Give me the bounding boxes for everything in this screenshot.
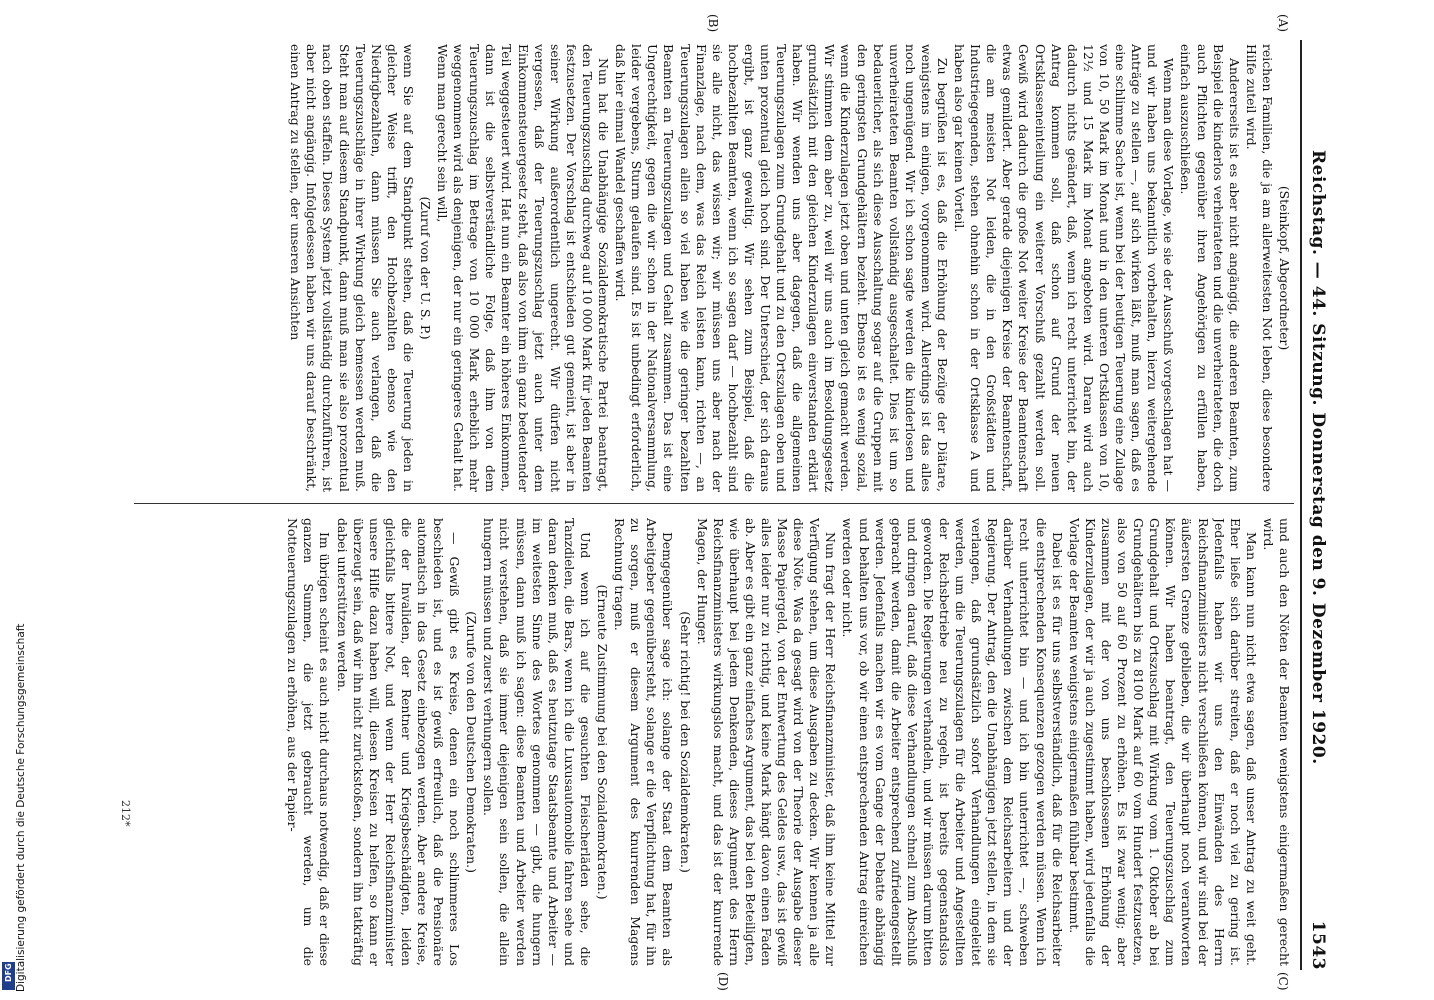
- paragraph: Dabei ist es für uns selbstverständlich, daß für die Reichsarbeiter die entsprechenden Konsequenzen gezogen werden müssen. Wenn ich recht unterrichtet bin — und ich bin unterrichtet —, schweben darüber Verhandlungen zwischen dem Reichsarbeitern und der Regierung. Der Antrag, den die Unabhängigen jetzt stellen, in dem sie verlangen, daß grundsätzlich sofort Verhandlungen eingeleitet werden, um die Teuerungszulagen für die Arbeiter und Angestellten der Reichsbetriebe neu zu regeln, ist bereits gegenstandslos geworden. Die Regierungen verhandeln, und wir müssen darum bitten und dringen darauf, daß diese Verhandlungen schnell zum Abschluß gebracht werden, damit die Arbeiter entsprechend zufriedengestellt werden. Jedenfalls machen wir es vom Gange der Debatte abhängig und behalten uns vor, ob wir einen entsprechenden Antrag einreichen werden oder nicht.: [840, 518, 1065, 966]
- paragraph: reichen Familien, die ja am allerweitesten Not leben, diese besondere Hilfe zuteil wird.: [1243, 44, 1275, 492]
- paragraph: Wenn man diese Vorlage, wie sie der Ausschuß vorgeschlagen hat — und wir haben uns bekanntlich vorbehalten, hierzu weitergehende Anträge zu stellen —, auf sich wirken läßt, muß man sagen, daß es eine schlimme Sache ist, wenn bei der heutigen Teuerung eine Zulage von 10, 50 Mark im Monat und in den unteren Ortsklassen von 10, 12½ und 15 Mark im Monat angeboten wird. Daran wird auch dadurch nichts geändert, daß, wenn ich recht unterrichtet bin, der Antrag kommen soll, daß schon auf Grund der neuen Ortsklasseneinteilung ein weiterer Vorschuß gezahlt werden soll. Gewiß wird dadurch die große Not weiter Kreise der Beamtenschaft etwas gemildert. Aber gerade diejenigen Kreise der Beamtenschaft, die am meisten Not leiden, die in den Großstädten und Industriegegenden, stehen ohnehin schon in der Ortsklasse A und haben also gar keinen Vorteil.: [952, 44, 1177, 492]
- paragraph: Demgegenüber sage ich: solange der Staat dem Beamten als Arbeitgeber gegenübersteht, solange er die Verpflichtung hat, für ihn zu sorgen, muß er diesem Argument des knurrenden Magens Rechnung tragen.: [612, 518, 676, 966]
- page-number: 1543: [1308, 920, 1328, 970]
- margin-marker-c: (C): [1276, 972, 1290, 991]
- paragraph: Im übrigen scheint es auch nicht durchaus notwendig, daß er diese ganzen Summen, die jetzt gebraucht werden, um die Notteuerungszulagen zu erhöhen, aus der Papier-: [285, 518, 333, 966]
- paragraph: Nun hat die Unabhängige Sozialdemokratische Partei beantragt, den Teuerungszuschlag durchweg auf 10 000 Mark für jeden Beamten festzusetzen. Der Vorschlag ist entschieden gut gemeint, ist aber in seiner Wirkung außerordentlich ungerecht. Wir dürfen nicht vergessen, daß der Teuerungszuschlag jetzt auch unter dem Einkommensteuergesetz steht, daß also von ihm ein ganz bedeutender Teil weggesteuert wird. Hat nun ein Beamter ein höheres Einkommen, dann ist die selbstverständliche Folge, daß ihm von dem Teuerungszuschlag im Betrage von 10 000 Mark erheblich mehr weggenommen wird als denjenigen, der nur ein geringeres Gehalt hat. Wenn man gerecht sein will,: [435, 44, 612, 492]
- interjection: (Zurufe von den Deutschen Demokraten.): [464, 611, 480, 873]
- column-divider: [134, 503, 1294, 504]
- margin-marker-a: (A): [1276, 14, 1290, 33]
- newspaper-page: [100, 14, 1330, 991]
- paragraph: und auch den Nöten der Beamten wenigstens einigermaßen gerecht wird.: [1260, 518, 1292, 966]
- paragraph: Man kann nun nicht etwa sagen, daß unser Antrag zu weit geht. Eher ließe sich darüber streiten, daß er noch viel zu gering ist. Jedenfalls haben wir uns den Einwänden des Herrn Reichsfinanzministers nicht verschließen können, und wir sind bei der äußersten Grenze geblieben, die wir überhaupt noch verantworten können. Wir haben beantragt, den Teuerungszuschlag zum Grundgehalt und Ortszuschlag mit Wirkung vom 1. Oktober ab bei Grundgehältern bis zu 8100 Mark auf 60 vom Hundert festzusetzen, also von 50 auf 60 Prozent zu erhöhen. Es ist zwar wenig; aber zusammen mit der von uns beschlossenen Erhöhung der Kinderzulagen, der wir ja auch zugestimmt haben, wird jedenfalls die Vorlage der Beamten wenigstens einigermaßen fühlbar bestimmt.: [1066, 518, 1259, 966]
- paragraph: Und wenn ich auf die gesuchten Fleischerläden sehe, die Tanzdielen, die Bars, wenn ich die Luxusautomobile fahren sehe und daran denken muß, daß es heutzutage Staatsbeamte und Arbeiter — im weitesten Sinne des Wortes genommen — gibt, die hungern müssen, dann muß ich sagen: diese Beamten und Arbeiter werden nicht verstehen, daß sie immer diejenigen sein sollen, die allein hungern müssen und zuerst verhungern sollen.: [481, 518, 593, 966]
- paragraph: wenn Sie auf dem Standpunkt stehen, daß die Teuerung jeden in gleicher Weise trifft, den Hochbezahlten ebenso wie den Niedrigbezahlten, dann müssen Sie auch verlangen, daß die Teuerungszuschläge in ihrer Wirkung gleich bemessen werden muß. Steht man auf diesem Standpunkt, dann muß man sie also prozentual nach oben staffeln. Dieses System jetzt vollständig durchzuführen, ist aber nicht angängig. Infolgedessen haben wir uns darauf beschränkt, einen Antrag zu stellen, der unseren Ansichten: [288, 44, 416, 492]
- margin-marker-b: (B): [706, 14, 720, 33]
- left-text-column: [152, 44, 1292, 492]
- right-text-column: [152, 518, 1292, 966]
- sponsor-caption: Digitalisierung gefördert durch die Deutsche Forschungsgemeinschaft: [15, 623, 27, 992]
- page-header: [1304, 40, 1330, 970]
- sponsor-strip: [0, 0, 27, 1000]
- dfg-logo: [2, 962, 15, 990]
- paragraph: Nun fragt der Herr Reichsfinanzminister, daß ihm keine Mittel zur Verfügung stehen, um diese Ausgaben zu decken. Wir kennen ja alle diese Nöte. Was da gesagt wird von der Theorie der Ausgabe dieser Masse Papiergeld, von der Entwertung des Geldes usw., das ist gewiß alles leider nur zu richtig, und keine Mark hängt davon einen Faden ab. Aber es gibt ein ganz einfaches Argument, das bei den Beteiligten, wie überhaupt bei jedem Denkenden, dieses Argument des Herrn Reichsfinanzministers wirkungslos macht, und das ist der knurrende Magen, der Hunger.: [694, 518, 839, 966]
- paragraph: Zu begrüßen ist es, daß die Erhöhung der Bezüge der Diätare, wenigstens im einigen, vorgenommen wird. Allerdings ist das alles noch ungenügend. Wir ich schon sagte werden die kinderlosen und unverheirateten Beamten vollständig ausgeschaltet. Dies ist um so bedauerlicher, als sich diese Ausschaltung sogar auf die Gruppen mit den geringsten Grundgehältern bezieht. Ebenso ist es wenig sozial, wenn die Kinderzulagen jetzt oben und unten gleich gemacht werden. Wir stimmen dem aber zu, weil wir uns auch im Besoldungsgesetz grundsätzlich mit den gleichen Kinderzulagen einverstanden erklärt haben. Wir wenden uns aber dagegen, daß die allgemeinen Teuerungszulagen zum Grundgehalt und zu den Ortszulagen oben und unten prozentual gleich hoch sind. Der Unterschied, der sich daraus ergibt, ist ganz gewaltig. Wir sehen zum Beispiel, daß die hochbezahlten Beamten, wenn ich so sagen darf — hochbezahlt sind sie alle nicht, das wissen wir; wir müssen uns aber nach der Finanzlage, nach dem, was das Reich leisten kann, richten —, an Teuerungszulagen allein so viel haben wie die geringer bezahlten Beamten an Teuerungszulagen und Gehalt zusammen. Das ist eine Ungerechtigkeit, gegen die wir schon in der Nationalversammlung, leider vergebens, Sturm gelaufen sind. Es ist unbedingt erforderlich, daß hier einmal Wandel geschaffen wird.: [613, 44, 951, 492]
- paragraph: (Steinkopf, Abgeordneter): [1277, 185, 1292, 351]
- signature-mark: 212*: [119, 800, 132, 827]
- dfg-logo-text: DFG: [4, 963, 13, 982]
- header-rule: [1300, 40, 1302, 970]
- page-header-title: Reichstag. — 44. Sitzung. Donnerstag den 9. Dezember 1920.: [1308, 150, 1328, 765]
- interjection: (Erneute Zustimmung bei den Sozialdemokraten.): [595, 584, 611, 900]
- paragraph: Andererseits ist es aber nicht angängig, die anderen Beamten, zum Beispiel die kinderlos verheirateten und die unverheirateten, die doch auch Pflichten gegenüber ihren Angehörigen zu erfüllen haben, einfach auszuschließen.: [1178, 44, 1242, 492]
- interjection: (Zuruf von der U. S. P.): [418, 196, 434, 340]
- interjection: (Sehr richtig! bei den Sozialdemokraten.): [677, 611, 693, 873]
- margin-marker-d: (D): [716, 972, 730, 991]
- paragraph: — Gewiß gibt es Kreise, denen ein noch schlimmeres Los beschieden ist, und es ist gewiß erfreulich, daß die Pensionäre automatisch in das Gesetz einbezogen werden. Aber andere Kreise, die der Invaliden, der Rentner und Kriegsbeschädigten, leiden gleichfalls bittere Not, und wenn der Herr Reichsfinanzminister unsere Hilfe dazu haben will, diesen Kreisen zu helfen, so kann er überzeugt sein, daß wir ihn nicht zurückstoßen, sondern ihn tatkräftig dabei unterstützen werden.: [334, 518, 463, 966]
